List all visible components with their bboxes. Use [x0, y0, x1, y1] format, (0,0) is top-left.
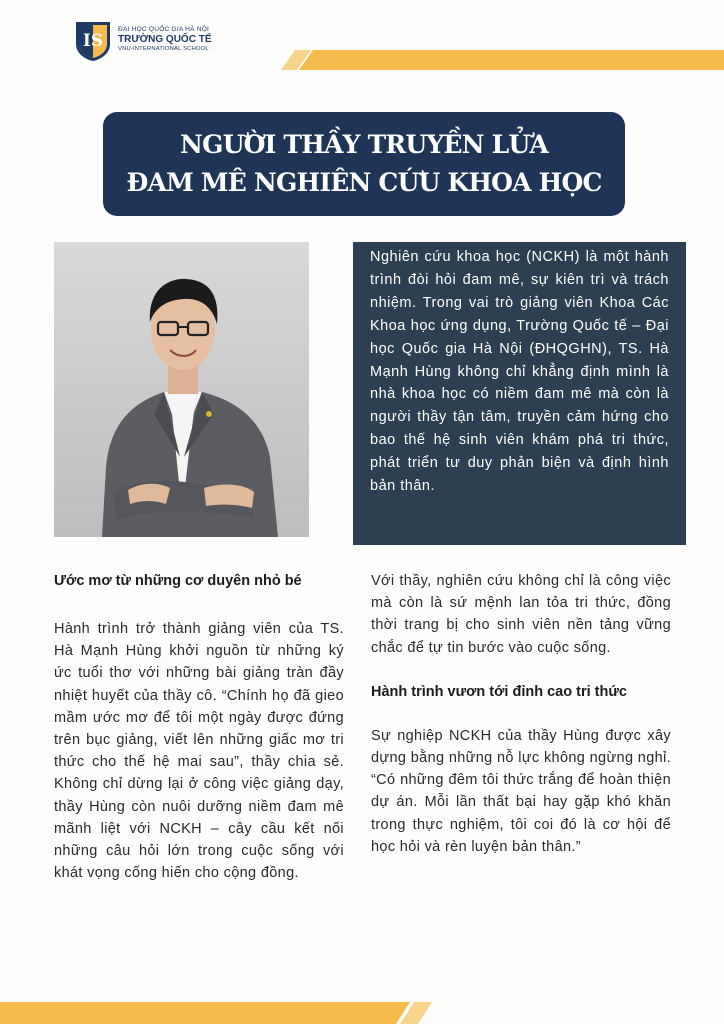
bottom-decorative-band [0, 1002, 450, 1024]
intro-box [353, 242, 686, 545]
section-heading-dream: Ước mơ từ những cơ duyên nhỏ bé [54, 573, 302, 589]
paragraph-mission: Với thầy, nghiên cứu không chỉ là công việc mà còn là sứ mệnh lan tỏa tri thức, đồng thời trang bị cho sinh viên nền tảng vững chắc để tự tin bước vào cuộc sống. [371, 573, 671, 656]
title-line-2: ĐAM MÊ NGHIÊN CỨU KHOA HỌC [126, 168, 602, 197]
logo-school-english: VNU-INTERNATIONAL SCHOOL [118, 46, 209, 52]
intro-text: Nghiên cứu khoa học (NCKH) là một hành trình đòi hỏi đam mê, sự kiên trì và trách nhiệm. Trong vai trò giảng viên Khoa Các Khoa học ứng dụng, Trường Quốc tế – Đại học Quốc gia Hà Nội (ĐHQGHN), TS. Hà Mạnh Hùng không chỉ khẳng định mình là nhà khoa học có niềm đam mê mà còn là người thầy tận tâm, truyền cảm hứng cho bao thế hệ sinh viên khám phá tri thức, phát triển tư duy phản biện và định hình bản thân. [370, 249, 669, 495]
paragraph-journey: Sự nghiệp NCKH của thầy Hùng được xây dựng bằng những nỗ lực không ngừng nghỉ. “Có những đêm tôi thức trắng để hoàn thiện dự án. Mỗi lần thất bại hay gặp khó khăn trong thực nghiệm, tôi coi đó là cơ hội để học hỏi và rèn luyện bản thân.” [371, 727, 671, 855]
logo-mark-text: IS [82, 31, 104, 51]
logo-text [118, 26, 212, 52]
paragraph-dream: Hành trình trở thành giảng viên của TS. Hà Mạnh Hùng khởi nguồn từ những ký ức tuổi thơ với những bài giảng tràn đầy nhiệt huyết của thầy cô. “Chính họ đã gieo mầm ước mơ để tôi một ngày được đứng trên bục giảng, viết lên những giấc mơ tri thức cho thế hệ mai sau”, thầy chia sẻ. Không chỉ dừng lại ở công việc giảng dạy, thầy Hùng còn nuôi dưỡng niềm đam mê mãnh liệt với NCKH – cây cầu kết nối những câu hỏi lớn trong cuộc sống với khát vọng cống hiến cho cộng đồng. [54, 621, 344, 882]
portrait-photo [54, 242, 309, 537]
top-decorative-band [281, 50, 724, 70]
logo-school-name: TRƯỜNG QUỐC TẾ [118, 34, 212, 45]
school-logo [74, 20, 234, 64]
title-line-1: NGƯỜI THẦY TRUYỀN LỬA [180, 130, 548, 159]
logo-university-name: ĐẠI HỌC QUỐC GIA HÀ NỘI [118, 26, 210, 33]
shield-logo-icon [74, 20, 112, 62]
section-heading-journey: Hành trình vươn tới đỉnh cao tri thức [371, 683, 627, 700]
right-column [371, 570, 671, 858]
title-banner [103, 112, 625, 216]
left-column [54, 570, 344, 884]
